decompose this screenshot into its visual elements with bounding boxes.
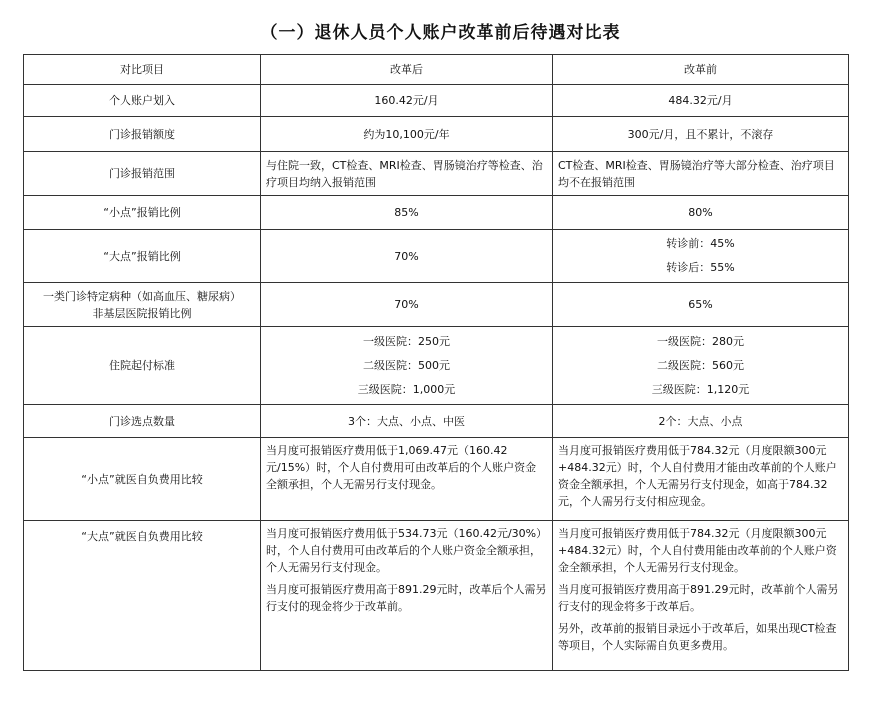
row-item: [24, 283, 261, 327]
row-after: 85%: [261, 196, 553, 230]
row-before: [553, 438, 849, 521]
row-after-paragraph: 当月度可报销医疗费用低于1,069.47元（160.42元/15%）时，个人自付费用可由改革后的个人账户资金全额承担，个人无需另行支付现金。: [266, 444, 537, 491]
row-after: 160.42元/月: [261, 85, 553, 117]
table-row: [24, 152, 849, 196]
row-item: 门诊报销范围: [24, 152, 261, 196]
row-before: CT检查、MRI检查、胃肠镜治疗等大部分检查、治疗项目均不在报销范围: [553, 152, 849, 196]
row-item: “小点”报销比例: [24, 196, 261, 230]
row-after: 70%: [261, 283, 553, 327]
row-before-paragraph: 当月度可报销医疗费用低于784.32元（月度限额300元+484.32元）时，个人自付费用才能由改革前的个人账户资金全额承担，个人无需另行支付现金，如高于784.32元，个人需另行支付相应现金。: [558, 444, 837, 508]
row-item-line: 一类门诊特定病种（如高血压、糖尿病）: [43, 289, 241, 303]
header-after: 改革后: [261, 55, 553, 85]
table-row: [24, 327, 849, 405]
row-before: 484.32元/月: [553, 85, 849, 117]
row-after-line: 二级医院：500元: [363, 358, 450, 372]
row-before: [553, 230, 849, 283]
row-before-line: 转诊前：45%: [666, 237, 735, 250]
table-row: [24, 117, 849, 152]
row-after-paragraph: 当月度可报销医疗费用低于534.73元（160.42元/30%）时，个人自付费用可由改革后的个人账户资金全额承担，个人无需另行支付现金。: [266, 527, 542, 574]
row-before-paragraph: 当月度可报销医疗费用高于891.29元时，改革前个人需另行支付的现金将多于改革后。: [558, 583, 839, 613]
row-before-paragraph: 当月度可报销医疗费用低于784.32元（月度限额300元+484.32元）时，个人自付费用能由改革前的个人账户资金全额承担，个人无需另行支付现金。: [558, 527, 837, 574]
row-after: [261, 327, 553, 405]
row-item: 门诊选点数量: [24, 405, 261, 438]
table-row: [24, 438, 849, 521]
table-row: [24, 230, 849, 283]
row-before: [553, 327, 849, 405]
row-item: 个人账户划入: [24, 85, 261, 117]
table-row: [24, 196, 849, 230]
row-before: 80%: [553, 196, 849, 230]
row-before: 2个：大点、小点: [553, 405, 849, 438]
row-item: “小点”就医自负费用比较: [24, 438, 261, 521]
row-item: “大点”就医自负费用比较: [24, 521, 261, 671]
row-item: 门诊报销额度: [24, 117, 261, 152]
row-before: 300元/月，且不累计，不滚存: [553, 117, 849, 152]
row-after: 3个：大点、小点、中医: [261, 405, 553, 438]
row-after-paragraph: 当月度可报销医疗费用高于891.29元时，改革后个人需另行支付的现金将少于改革前。: [266, 583, 547, 613]
row-item-line: 非基层医院报销比例: [92, 306, 192, 320]
row-before-line: 三级医院：1,120元: [651, 382, 750, 396]
comparison-table: [23, 54, 849, 671]
row-before-line: 一级医院：280元: [657, 334, 744, 348]
table-row: [24, 405, 849, 438]
row-after-line: 三级医院：1,000元: [357, 382, 456, 396]
page-title: （一）退休人员个人账户改革前后待遇对比表: [260, 23, 621, 43]
row-after: 70%: [261, 230, 553, 283]
table-row: [24, 283, 849, 327]
row-after-line: 一级医院：250元: [363, 334, 450, 348]
row-before: [553, 521, 849, 671]
row-item: “大点”报销比例: [24, 230, 261, 283]
row-before-paragraph: 另外，改革前的报销目录远小于改革后，如果出现CT检查等项目，个人实际需自负更多费用。: [558, 622, 837, 652]
row-after: [261, 438, 553, 521]
table-header-row: [24, 55, 849, 85]
row-before-line: 转诊后：55%: [666, 261, 735, 274]
row-before: 65%: [553, 283, 849, 327]
header-before: 改革前: [553, 55, 849, 85]
row-item: 住院起付标准: [24, 327, 261, 405]
row-before-line: 二级医院：560元: [657, 358, 744, 372]
header-item: 对比项目: [24, 55, 261, 85]
table-row: [24, 521, 849, 671]
row-after: [261, 521, 553, 671]
row-after: 与住院一致，CT检查、MRI检查、胃肠镜治疗等检查、治疗项目均纳入报销范围: [261, 152, 553, 196]
row-after: 约为10,100元/年: [261, 117, 553, 152]
table-row: [24, 85, 849, 117]
